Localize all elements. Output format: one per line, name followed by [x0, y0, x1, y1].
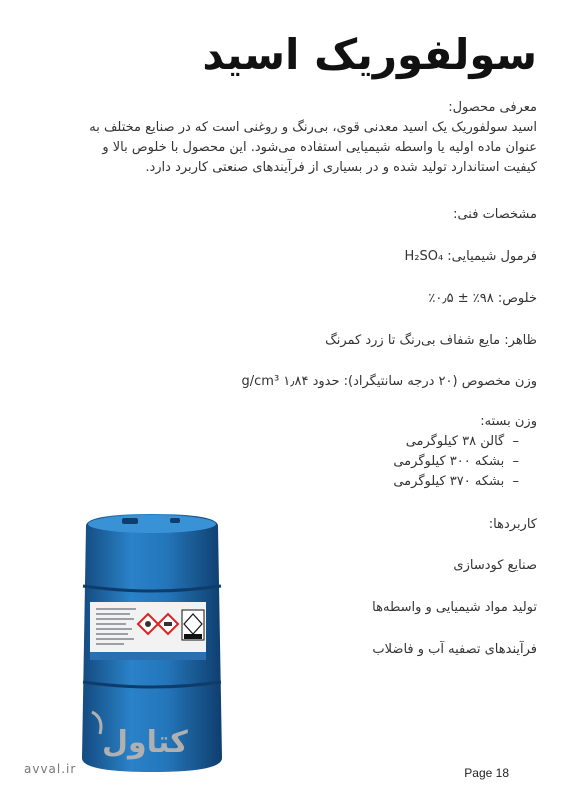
purity: خلوص: ۹۸٪ ± ۰٫۵٪ [428, 291, 537, 306]
specs-heading: مشخصات فنی: [453, 207, 537, 222]
density: وزن مخصوص (۲۰ درجه سانتیگراد): حدود ۱٫۸۴ g/cm³ [241, 374, 537, 389]
watermark-url: avval.ir [24, 762, 77, 776]
intro-line-3: کیفیت استاندارد تولید شده و در بسیاری از فرآیندهای صنعتی کاربرد دارد. [145, 160, 537, 175]
packaging-item: – بشکه ۳۷۰ کیلوگرمی [393, 472, 519, 492]
intro-heading: معرفی محصول: [448, 100, 537, 115]
packaging-heading: وزن بسته: [480, 414, 537, 429]
intro-section [17, 98, 537, 178]
formula-value: H₂SO₄ [404, 249, 444, 264]
application-item: صنایع کودسازی [453, 558, 537, 573]
svg-text:کتاول: کتاول [102, 725, 188, 760]
page-title: سولفوریک اسید [202, 30, 537, 79]
intro-line-1: اسید سولفوریک یک اسید معدنی قوی، بی‌رنگ و روغنی است که در صنایع مختلف به [89, 120, 537, 135]
applications-heading: کاربردها: [488, 517, 537, 532]
application-item: فرآیندهای تصفیه آب و فاضلاب [372, 642, 537, 657]
appearance: ظاهر: مایع شفاف بی‌رنگ تا زرد کمرنگ [325, 333, 537, 348]
intro-line-2: عنوان ماده اولیه یا واسطه شیمیایی استفاده می‌شود. این محصول با خلوص بالا و [102, 140, 537, 155]
packaging-item: – بشکه ۳۰۰ کیلوگرمی [393, 452, 519, 472]
packaging-section [393, 412, 537, 492]
packaging-item: – گالن ۳۸ کیلوگرمی [393, 432, 519, 452]
page-number: Page 18 [464, 766, 509, 780]
formula-row [404, 247, 537, 267]
formula-label: فرمول شیمیایی: [447, 249, 537, 264]
application-item: تولید مواد شیمیایی و واسطه‌ها [372, 600, 537, 615]
